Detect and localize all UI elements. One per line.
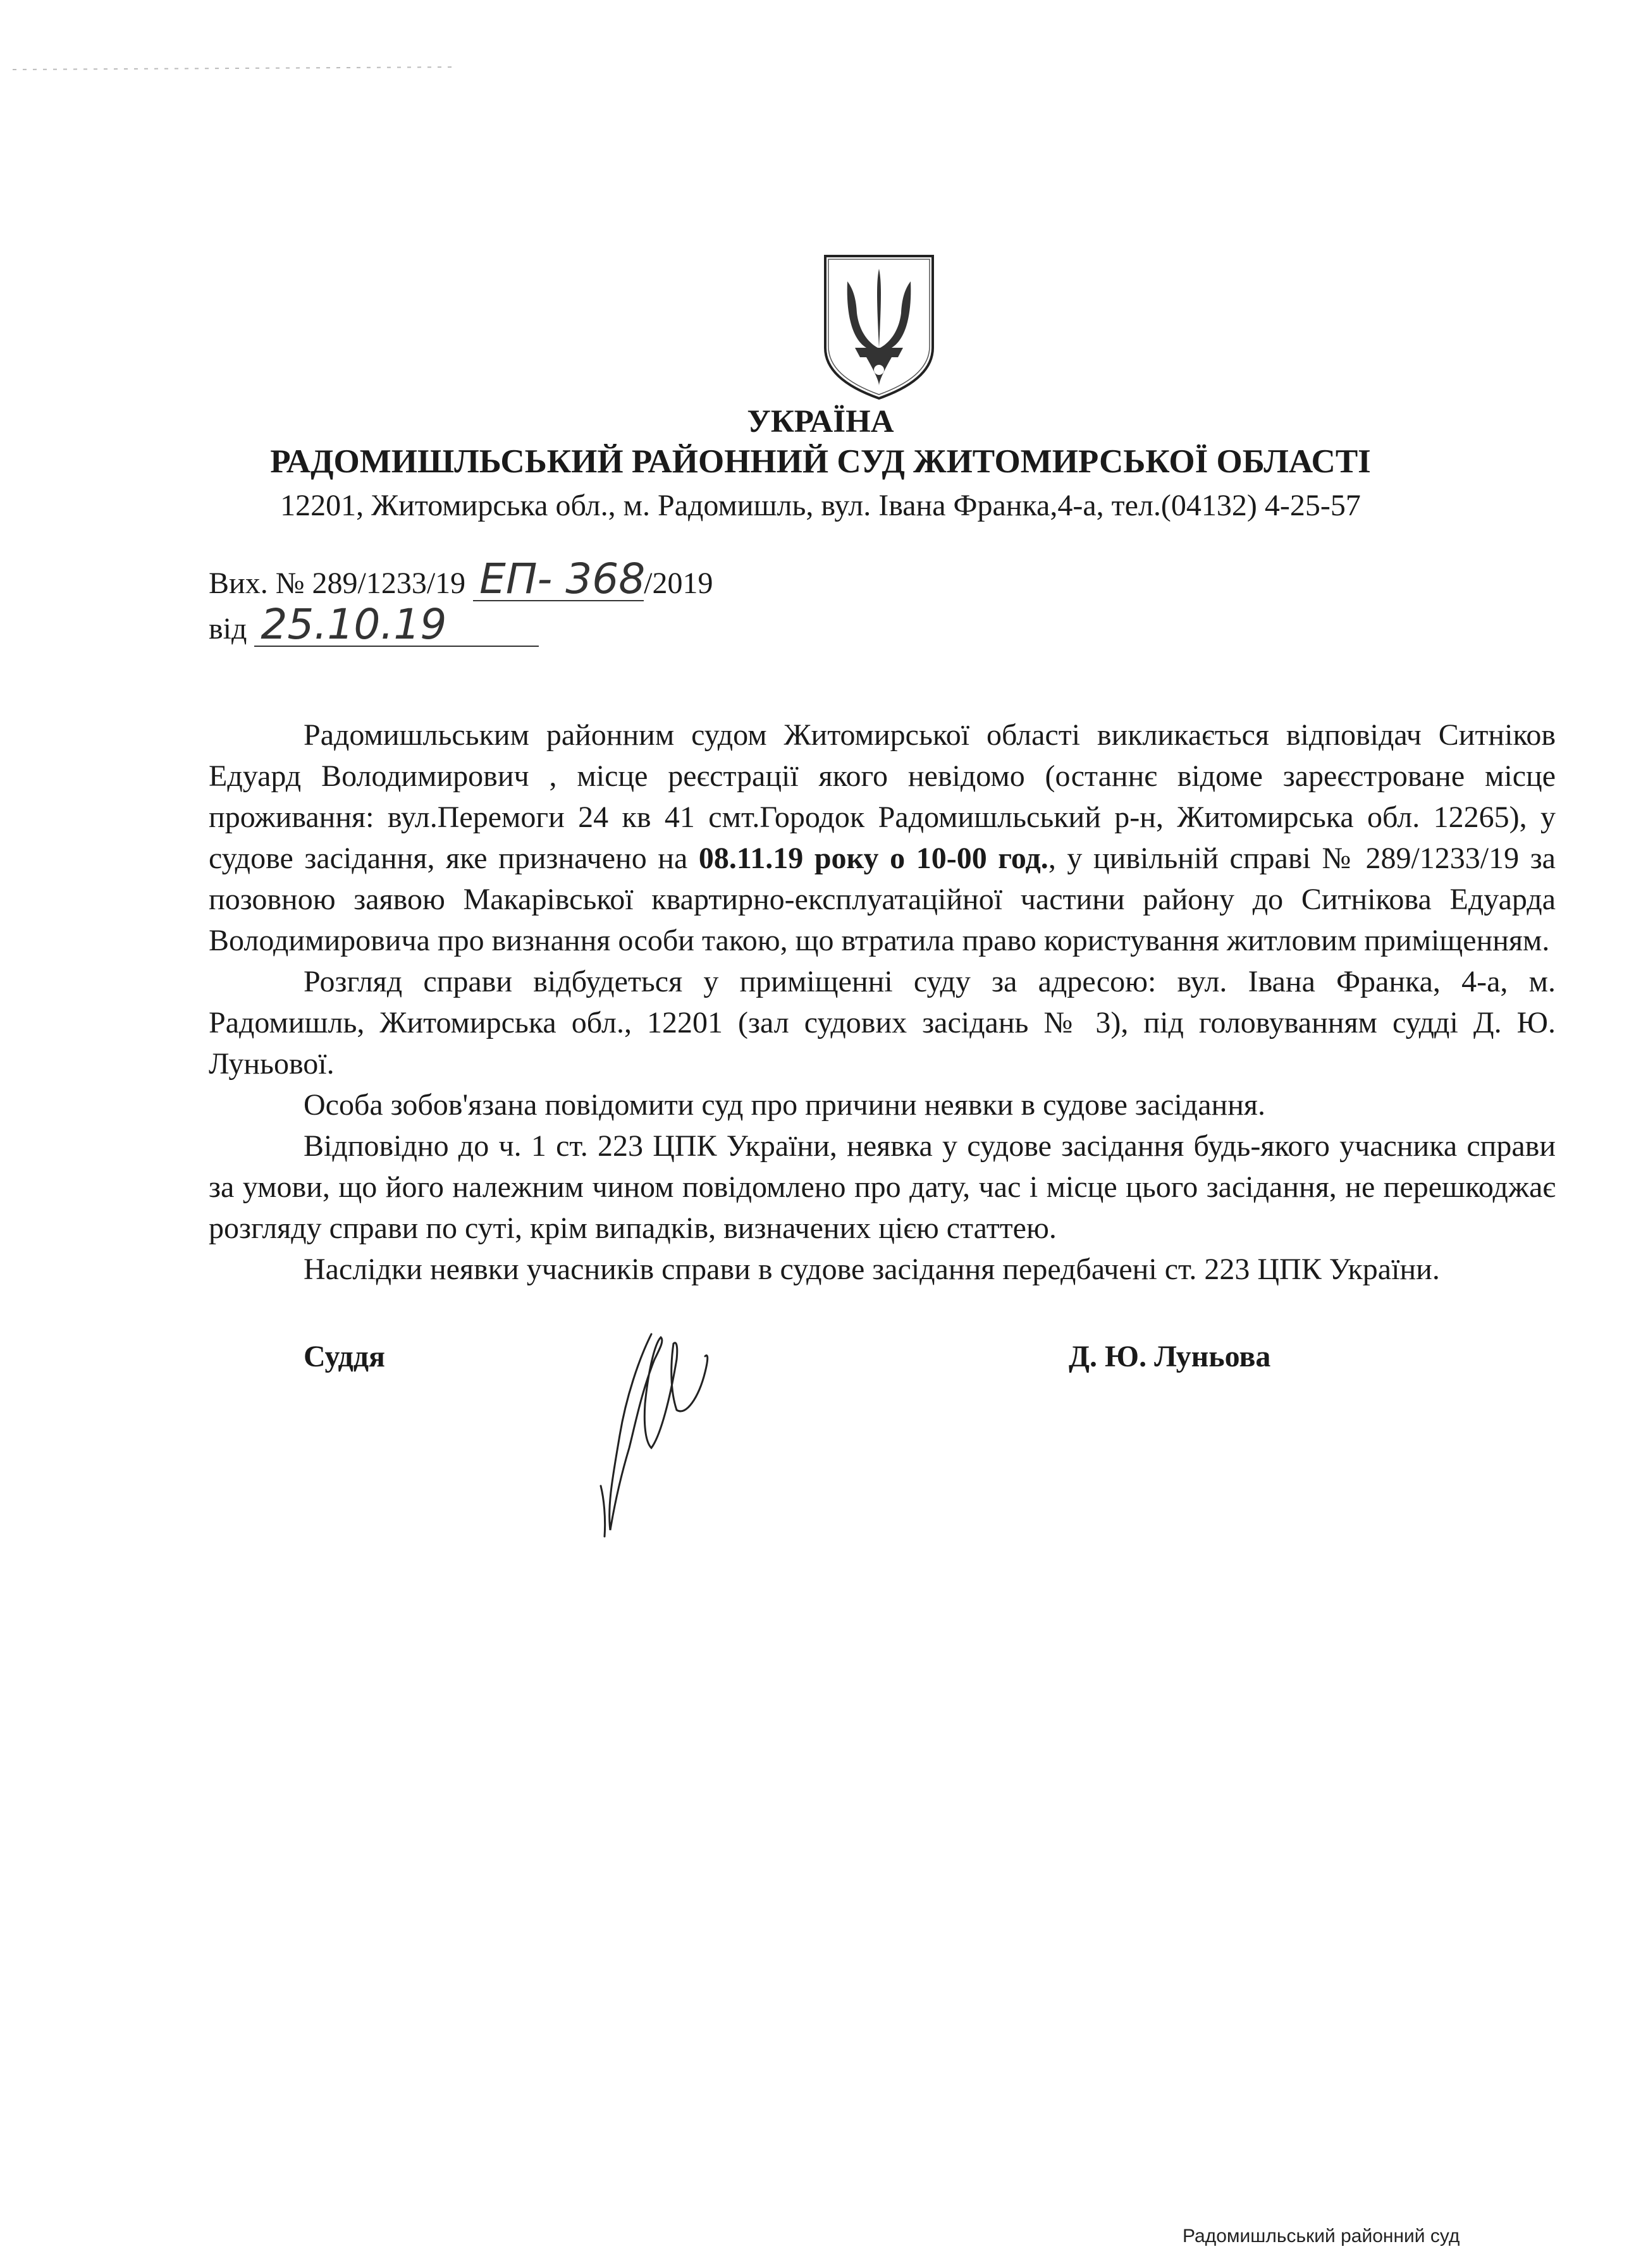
- summons-body: [209, 714, 1556, 1290]
- judge-name: Д. Ю. Луньова: [1069, 1340, 1271, 1373]
- date-label: від: [209, 612, 255, 646]
- paragraph-obligation: Особа зобов'язана повідомити суд про причини неявки в судове засідання.: [304, 1088, 1265, 1122]
- hearing-datetime: 08.11.19 року о 10-00 год.: [698, 842, 1048, 875]
- court-stamp-text: Радомишльський районний суд: [1183, 2226, 1460, 2247]
- paragraph-location: Розгляд справи відбудеться у приміщенні суду за адресою: вул. Івана Франка, 4-а, м. Радомишль, Житомирська обл., 12201 (зал судових засідань № 3), під головуванням судді Д. Ю. Луньової.: [209, 965, 1556, 1081]
- country-heading: УКРАЇНА: [747, 404, 894, 439]
- court-address: 12201, Житомирська обл., м. Радомишль, вул. Івана Франка,4-а, тел.(04132) 4-25-57: [280, 489, 1361, 522]
- paragraph-summons-text-2: , у цивільній справі № 289/1233/19 за позовною заявою Макарівської квартирно-експлуатаційної частини району до Ситнікова Едуарда Володимировича про визнання особи такою, що втратила право користування житловим приміщенням.: [209, 842, 1556, 957]
- ukraine-coat-of-arms-icon: [822, 253, 936, 401]
- court-name-heading: РАДОМИШЛЬСЬКИЙ РАЙОННИЙ СУД ЖИТОМИРСЬКОЇ ОБЛАСТІ: [270, 443, 1371, 480]
- outgoing-number-suffix: /2019: [644, 567, 713, 600]
- handwritten-number: ЕП- 368: [473, 558, 644, 601]
- paragraph-summons: [209, 714, 1556, 961]
- outgoing-number-prefix: Вих. № 289/1233/19: [209, 567, 474, 600]
- outgoing-date-line: [209, 600, 539, 649]
- outgoing-number-line: [209, 555, 713, 603]
- paragraph-summons-text-1: Радомишльським районним судом Житомирської області викликається відповідач Ситніков Едуард Володимирович , місце реєстрації якого невідомо (останнє відоме зареєстроване місце проживання: вул.Перемоги 24 кв 41 смт.Городок Радомишльський р-н, Житомирська обл. 12265), у судове засідання, яке призначено на: [209, 718, 1556, 875]
- handwritten-date: 25.10.19: [254, 604, 539, 647]
- handwritten-signature: [582, 1321, 746, 1549]
- scan-artifact: [13, 63, 455, 76]
- paragraph-consequences: Наслідки неявки учасників справи в судове засідання передбачені ст. 223 ЦПК України.: [304, 1253, 1440, 1286]
- judge-label: Суддя: [304, 1340, 385, 1373]
- paragraph-law-reference: Відповідно до ч. 1 ст. 223 ЦПК України, неявка у судове засідання будь-якого учасника справи за умови, що його належним чином повідомлено про дату, час і місце цього засідання, не перешкоджає розгляду справи по суті, крім випадків, визначених цією статтею.: [209, 1129, 1556, 1245]
